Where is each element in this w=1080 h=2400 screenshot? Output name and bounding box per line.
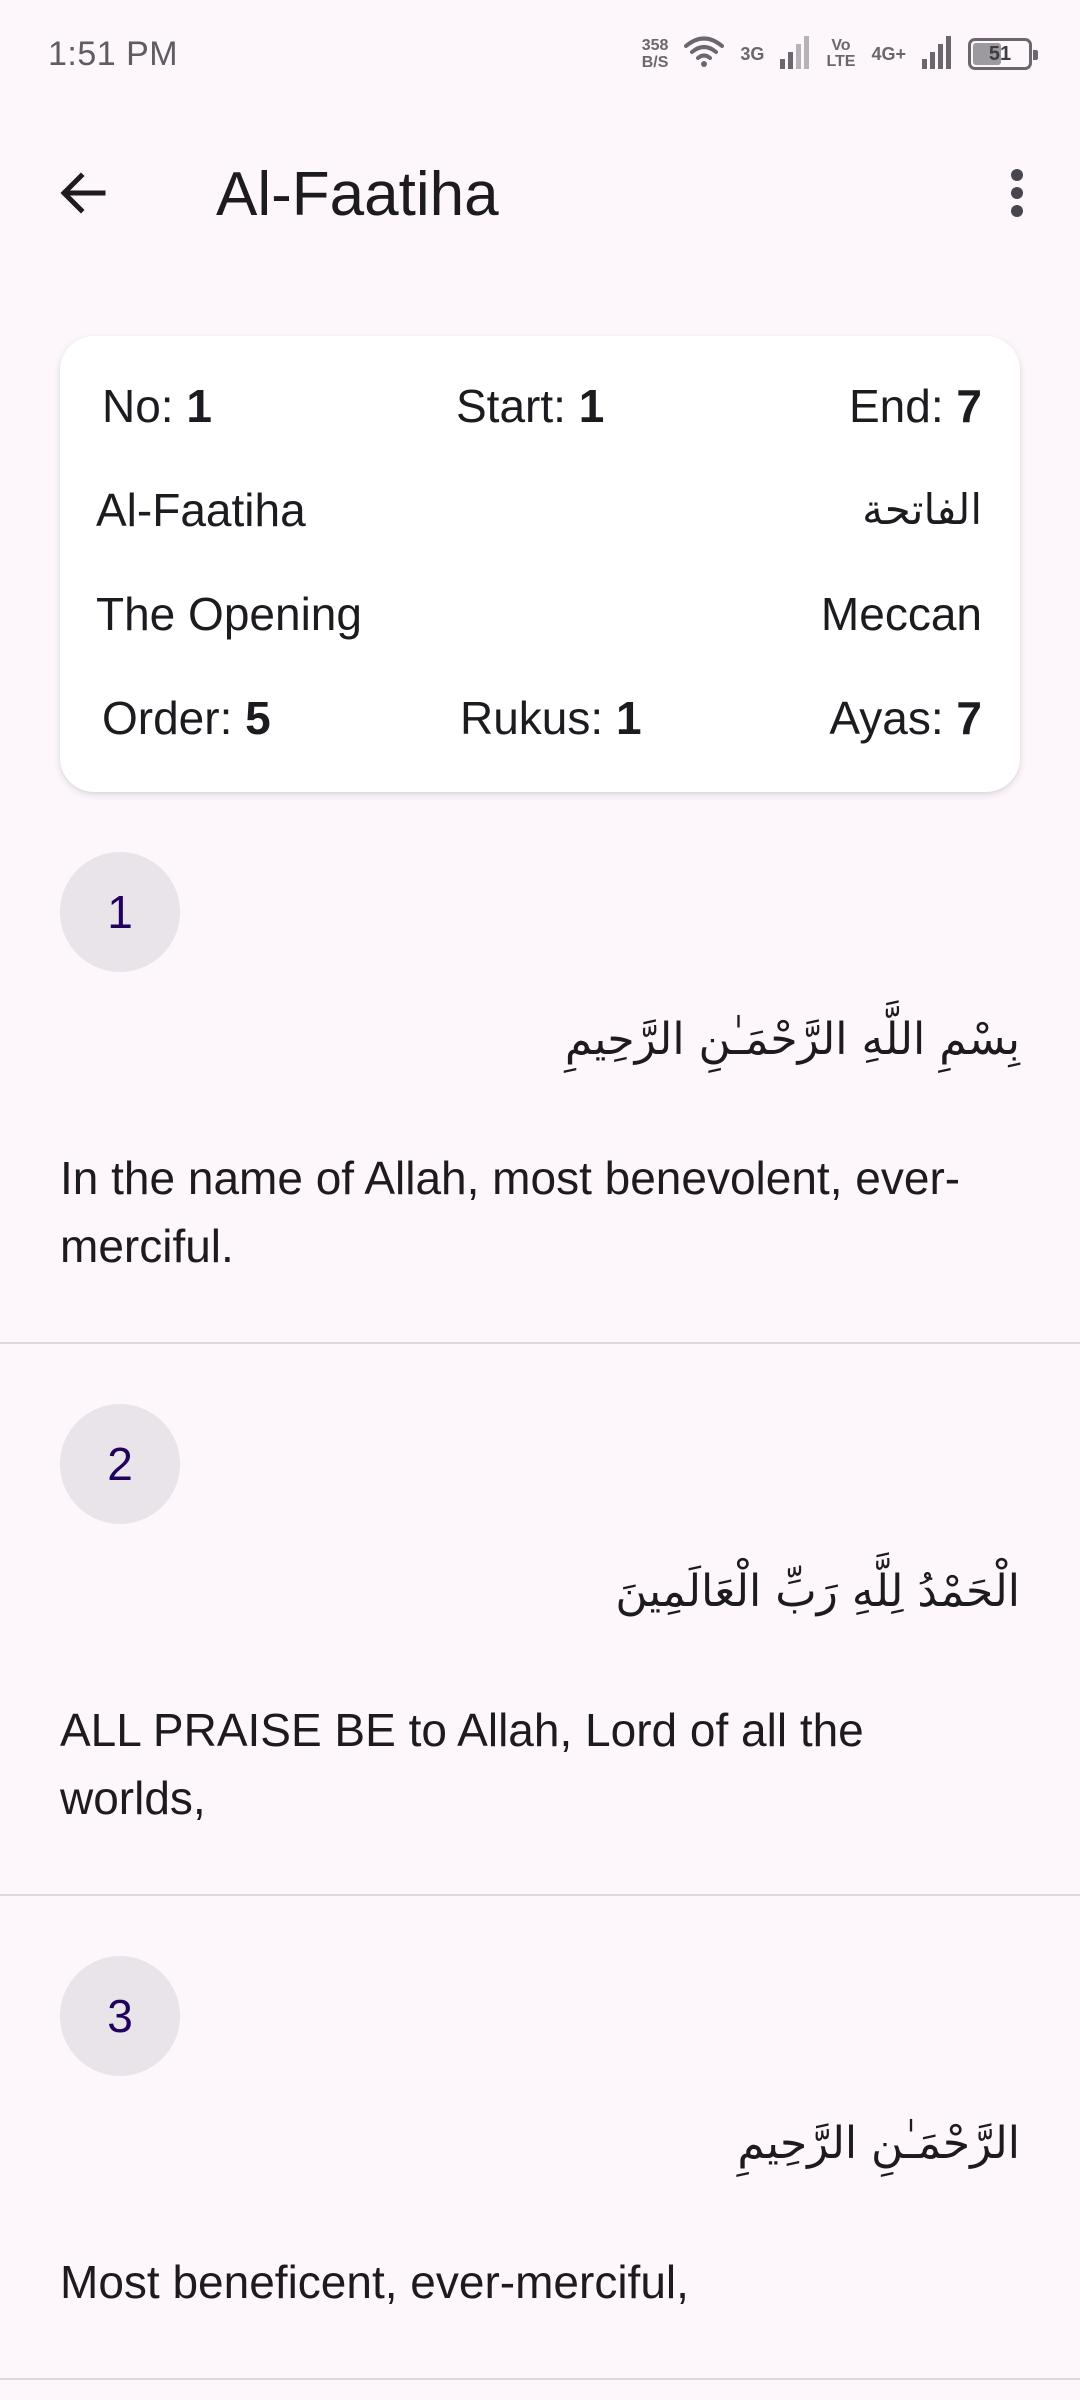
end-aya-label: End:: [848, 380, 944, 432]
network-speed: [642, 37, 669, 71]
ayas-count: [829, 688, 982, 748]
info-row-meaning: [60, 584, 1020, 644]
ayas-label: Ayas:: [829, 692, 944, 744]
volte-indicator: [826, 38, 855, 70]
app-bar: [0, 108, 1080, 276]
surah-name-arabic: الفاتحة: [862, 485, 982, 534]
info-row-names: [60, 480, 1020, 540]
info-row-counts: [60, 688, 1020, 748]
more-vert-icon: [1007, 167, 1027, 224]
surah-number: [102, 376, 212, 436]
more-options-button[interactable]: [974, 152, 1060, 238]
end-aya-value: 7: [956, 380, 982, 432]
volte-bottom-label: LTE: [826, 53, 856, 70]
verse-translation: ALL PRAISE BE to Allah, Lord of all the worlds,: [60, 1704, 864, 1824]
surah-name-transliterated: Al-Faatiha: [96, 484, 306, 536]
verse-number-badge: 1: [60, 852, 180, 972]
verse-item[interactable]: [0, 1344, 1080, 1896]
verse-item[interactable]: [0, 792, 1080, 1344]
signal-3g-icon: [780, 35, 810, 74]
verse-number-badge: 3: [60, 1956, 180, 2076]
battery-icon: [968, 38, 1032, 70]
order-value: 5: [245, 692, 271, 744]
network-speed-unit: B/S: [641, 54, 669, 71]
end-aya: [849, 376, 982, 436]
order-label: Order:: [102, 692, 233, 744]
verse-item[interactable]: [0, 1896, 1080, 2380]
status-icons: [642, 35, 1032, 74]
signal-4g-icon: [922, 35, 952, 74]
volte-top-label: Vo: [831, 37, 851, 54]
verse-translation: Most beneficent, ever-merciful,: [60, 2256, 689, 2308]
start-aya-label: Start:: [456, 380, 566, 432]
arrow-back-icon: [57, 167, 109, 224]
ayas-value: 7: [956, 692, 982, 744]
rukus-value: 1: [615, 692, 642, 744]
revelation-order: [102, 688, 271, 748]
page-title: Al-Faatiha: [216, 160, 499, 229]
verse-arabic-text: الْحَمْدُ لِلَّهِ رَبِّ الْعَالَمِينَ: [615, 1566, 1020, 1617]
network-speed-value: 358: [641, 37, 669, 54]
battery-level: 51: [988, 42, 1012, 65]
rukus-count: [460, 688, 642, 748]
start-aya: [456, 376, 604, 436]
surah-name-english: The Opening: [96, 588, 362, 640]
verse-translation: In the name of Allah, most benevolent, ever-merciful.: [60, 1152, 961, 1272]
status-time: 1:51 PM: [48, 34, 179, 73]
wifi-icon: [684, 35, 724, 74]
surah-number-label: No:: [102, 380, 174, 432]
revelation-type: Meccan: [820, 588, 982, 640]
verse-arabic-text: بِسْمِ اللَّهِ الرَّحْمَـٰنِ الرَّحِيمِ: [564, 1014, 1020, 1065]
surah-number-value: 1: [186, 380, 212, 432]
back-button[interactable]: [40, 152, 126, 238]
verse-arabic-text: الرَّحْمَـٰنِ الرَّحِيمِ: [737, 2118, 1020, 2169]
network-4g-label: 4G+: [871, 44, 906, 64]
network-3g-label: 3G: [740, 44, 765, 64]
surah-info-card: [60, 336, 1020, 792]
verse-number-badge: 2: [60, 1404, 180, 1524]
start-aya-value: 1: [578, 380, 605, 432]
status-bar: [0, 0, 1080, 108]
rukus-label: Rukus:: [460, 692, 604, 744]
info-row-numbers: [60, 376, 1020, 436]
